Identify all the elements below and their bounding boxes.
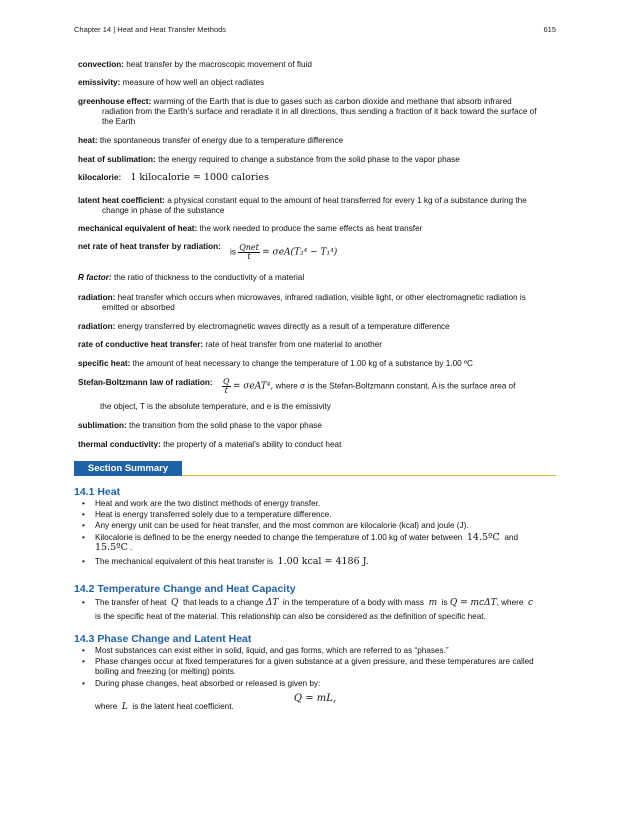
list-14-2: [80, 596, 550, 624]
list-item: • Any energy unit can be used for heat transfer, and the most common are kilocalorie (kcal) and joule (J).: [80, 521, 550, 531]
stefan-fraction: $\frac{Q}{t}$: [223, 377, 230, 395]
list-item: • The mechanical equivalent of this heat transfer is 1.00 kcal = 4186 J.: [80, 557, 550, 567]
glossary-greenhouse-effect: greenhouse effect: warming of the Earth that is due to gases such as carbon dioxide and methane that absorb infrared radiation from the Earth’s surface and reradiate it in all directions, thus sending a fraction of it back toward the surface of the Earth: [78, 97, 537, 126]
glossary-radiation-1: radiation: heat transfer which occurs when microwaves, infrared radiation, visible light, or other electromagnetic radiation is emitted or absorbed: [78, 293, 526, 312]
list-item: • During phase changes, heat absorbed or released is given by:: [80, 679, 550, 689]
glossary-sublimation: sublimation: the transition from the solid phase to the vapor phase: [78, 421, 322, 430]
glossary-latent-heat-coefficient: latent heat coefficient: a physical constant equal to the amount of heat transferred for every 1 kg of a substance during the change in phase of the substance: [78, 196, 527, 215]
glossary-stefan-boltzmann: Stefan-Boltzmann law of radiation: $\frac{Q}{t}$ = σeAT⁴, where σ is the Stefan-Boltzmann constant, A is the surface area of the object, T is the absolute temperature, and e is the emissivity: [78, 377, 516, 411]
list-item: • Most substances can exist either in solid, liquid, and gas forms, which are referred to as “phases.”: [80, 646, 550, 656]
list-item: • Heat is energy transferred solely due to a temperature difference.: [80, 510, 550, 520]
net-rate-fraction: $\frac{\text{Qnet}}{t}$: [239, 243, 259, 261]
list-item: • The transfer of heat Q that leads to a change ΔT in the temperature of a body with mass m is Q = mcΔT, where c is the specific heat of the material. This relationship can also be considered as the definition of specific heat.: [80, 596, 550, 623]
glossary-thermal-conductivity: thermal conductivity: the property of a material’s ability to conduct heat: [78, 440, 342, 449]
heading-14-2: 14.2 Temperature Change and Heat Capacity: [74, 583, 296, 595]
glossary-radiation-2: radiation: energy transferred by electromagnetic waves directly as a result of a temperature difference: [78, 322, 450, 331]
heading-14-3: 14.3 Phase Change and Latent Heat: [74, 633, 252, 645]
glossary-heat-of-sublimation: heat of sublimation: the energy required to change a substance from the solid phase to the vapor phase: [78, 155, 460, 164]
list-item: • Heat and work are the two distinct methods of energy transfer.: [80, 499, 550, 509]
section-summary-bar: [74, 461, 556, 476]
latent-heat-equation: Q = mL,: [293, 693, 337, 704]
page-header: [74, 25, 556, 34]
section-divider: [182, 475, 556, 477]
list-14-3: [80, 646, 550, 690]
heading-14-1: 14.1 Heat: [74, 486, 121, 498]
chapter-title: Chapter 14 | Heat and Heat Transfer Methods: [74, 25, 227, 34]
list-item: • Phase changes occur at fixed temperatures for a given substance at a given pressure, and these temperatures are called boiling and freezing (or melting) points.: [80, 657, 550, 677]
glossary-conductive-rate: rate of conductive heat transfer: rate of heat transfer from one material to another: [78, 340, 382, 349]
list-14-1: [80, 499, 550, 568]
glossary-kilocalorie: kilocalorie: 1 kilocalorie = 1000 calories: [78, 172, 269, 183]
glossary-convection: convection: heat transfer by the macroscopic movement of fluid: [78, 60, 312, 69]
section-summary-title: Section Summary: [74, 461, 182, 476]
latent-heat-note: where L is the latent heat coefficient.: [95, 702, 234, 712]
glossary-r-factor: R factor: the ratio of thickness to the conductivity of a material: [78, 273, 305, 282]
list-item: • Kilocalorie is defined to be the energy needed to change the temperature of 1.00 kg of water between 14.5ºC and 15.5ºC .: [80, 533, 550, 553]
glossary-specific-heat: specific heat: the amount of heat necessary to change the temperature of 1.00 kg of a substance by 1.00 ºC: [78, 359, 473, 368]
kilocalorie-equation: 1 kilocalorie = 1000 calories: [130, 172, 269, 183]
glossary-heat: heat: the spontaneous transfer of energy due to a temperature difference: [78, 136, 344, 145]
page-number: 615: [543, 25, 556, 34]
glossary-emissivity: emissivity: measure of how well an object radiates: [78, 78, 265, 87]
glossary-mechanical-equivalent: mechanical equivalent of heat: the work needed to produce the same effects as heat transfer: [78, 224, 423, 233]
glossary-net-rate-radiation: net rate of heat transfer by radiation: is $\frac{\text{Qnet}}{t}$ = σeA(T₂⁴ − T₁⁴): [78, 242, 338, 261]
